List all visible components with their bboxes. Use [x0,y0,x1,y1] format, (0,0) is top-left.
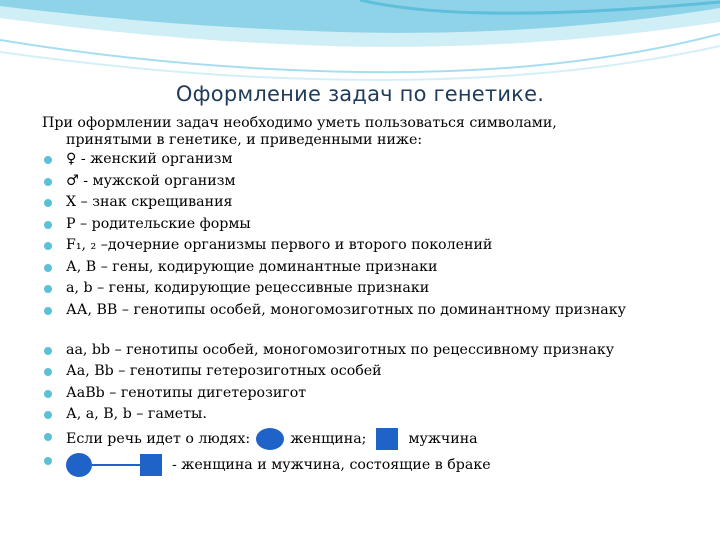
list-item-marriage [42,450,712,477]
bullet-dot-icon [44,178,52,186]
bullet-dot-icon [44,221,52,229]
header-wave-decoration [0,0,720,90]
female-circle-icon [256,428,284,450]
list-item: ♀ - женский организм [42,149,712,171]
intro-paragraph [42,115,712,149]
female-label: женщина; [290,430,367,447]
content-body [42,115,712,477]
intro-line-2: принятыми в генетике, и приведенными ниже: [66,132,423,148]
bullet-dot-icon [44,457,52,465]
bullet-dot-icon [44,368,52,376]
bullet-dot-icon [44,242,52,250]
list-item: Аа, Вb – генотипы гетерозиготных особей [42,361,712,383]
list-item: АаВb – генотипы дигетерозигот [42,383,712,405]
list-item-people [42,426,712,450]
bullet-dot-icon [44,285,52,293]
list-item: а, b – гены, кодирующие рецессивные признаки [42,278,712,300]
bullet-dot-icon [44,347,52,355]
male-label: мужчина [408,430,478,447]
bullet-dot-icon [44,199,52,207]
list-item: А, В – гены, кодирующие доминантные признаки [42,257,712,279]
marriage-label: - женщина и мужчина, состоящие в браке [172,456,491,473]
bullet-dot-icon [44,156,52,164]
list-item: F₁, ₂ –дочерние организмы первого и второго поколений [42,235,712,257]
list-item: ♂ - мужской организм [42,171,712,193]
list-item: Х – знак скрещивания [42,192,712,214]
list-item: АА, ВВ – генотипы особей, моногомозиготных по доминантному признаку [42,300,712,340]
list-item: аа, bb – генотипы особей, моногомозиготных по рецессивному признаку [42,340,712,362]
people-prefix: Если речь идет о людях: [66,430,251,447]
marriage-symbol-icon [66,453,166,477]
bullet-dot-icon [44,307,52,315]
bullet-dot-icon [44,390,52,398]
bullet-dot-icon [44,264,52,272]
list-item: Р – родительские формы [42,214,712,236]
intro-line-1: При оформлении задач необходимо уметь пользоваться символами, [42,115,557,131]
list-item: А, а, В, b – гаметы. [42,404,712,426]
symbol-list [42,149,712,477]
page-title: Оформление задач по генетике. [175,82,545,106]
bullet-dot-icon [44,433,52,441]
male-square-icon [376,428,398,450]
bullet-dot-icon [44,411,52,419]
